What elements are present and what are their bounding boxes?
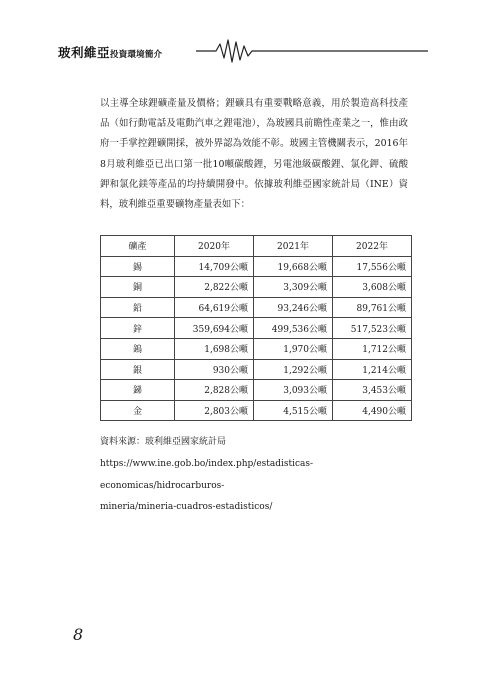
page-header [58,36,428,66]
source-note [100,432,420,519]
table-cell-2020: 359,694公噸 [175,318,254,339]
table-cell-mineral: 銀 [101,359,175,380]
table-cell-2022: 89,761公噸 [333,297,412,318]
table-cell-2020: 2,803公噸 [175,400,254,421]
table-cell-2021: 93,246公噸 [254,297,333,318]
table-cell-mineral: 鎢 [101,338,175,359]
table-cell-2021: 3,093公噸 [254,380,333,401]
header-title-sub: 投資環境簡介 [110,50,163,60]
table-cell-2021: 1,292公噸 [254,359,333,380]
table-header-2021: 2021年 [254,236,333,257]
header-wave-decoration [196,36,428,66]
table-cell-2022: 17,556公噸 [333,256,412,277]
table-header-2020: 2020年 [175,236,254,257]
table-row [101,338,412,359]
table-header-mineral: 礦產 [101,236,175,257]
table-cell-2022: 3,608公噸 [333,277,412,298]
table-cell-mineral: 銻 [101,380,175,401]
mineral-production-table [100,235,412,421]
table-cell-2021: 1,970公噸 [254,338,333,359]
table-cell-2020: 64,619公噸 [175,297,254,318]
table-cell-2021: 499,536公噸 [254,318,333,339]
table-row [101,380,412,401]
table-cell-mineral: 鉛 [101,297,175,318]
table-row [101,297,412,318]
source-label: 資料來源：玻利維亞國家統計局 [100,437,227,447]
source-url-line-2: mineria/mineria-cuadros-estadisticos/ [100,502,273,513]
table-cell-2021: 4,515公噸 [254,400,333,421]
table-cell-2021: 3,309公噸 [254,277,333,298]
table-cell-2021: 19,668公噸 [254,256,333,277]
table-row [101,256,412,277]
table-row [101,359,412,380]
header-title-main: 玻利維亞 [58,45,111,60]
source-url-line-1: https://www.ine.gob.bo/index.php/estadisticas-economicas/hidrocarburos- [100,458,314,491]
table-cell-2022: 1,712公噸 [333,338,412,359]
body-paragraph [100,94,408,215]
header-title [58,42,162,61]
table-cell-mineral: 銅 [101,277,175,298]
table-header-row [101,236,412,257]
body-paragraph-text: 以主導全球鋰礦產量及價格；鋰礦具有重要戰略意義，用於製造高科技產品（如行動電話及電動汽車之鋰電池），為玻國具前瞻性產業之一，惟由政府一手掌控鋰礦開採，被外界認為效能不彰。玻國主管機關表示，2016年8月玻利維亞已出口第一批10噸碳酸鋰，另電池級碳酸鋰、氯化鉀、硫酸鉀和氯化鎂等產品的均持續開發中。依據玻利維亞國家統計局（INE）資料，玻利維亞重要礦物產量表如下： [100,98,408,211]
table-cell-2022: 3,453公噸 [333,380,412,401]
table-cell-mineral: 鋅 [101,318,175,339]
table-row [101,277,412,298]
page-number: 8 [73,625,84,644]
table-cell-2022: 4,490公噸 [333,400,412,421]
table-cell-2020: 2,822公噸 [175,277,254,298]
table-cell-2020: 1,698公噸 [175,338,254,359]
table-cell-2022: 517,523公噸 [333,318,412,339]
table-cell-2020: 930公噸 [175,359,254,380]
table-row [101,318,412,339]
table-cell-mineral: 金 [101,400,175,421]
table-header-2022: 2022年 [333,236,412,257]
table-cell-2022: 1,214公噸 [333,359,412,380]
table-cell-2020: 2,828公噸 [175,380,254,401]
table-cell-2020: 14,709公噸 [175,256,254,277]
table-cell-mineral: 錫 [101,256,175,277]
table-row [101,400,412,421]
